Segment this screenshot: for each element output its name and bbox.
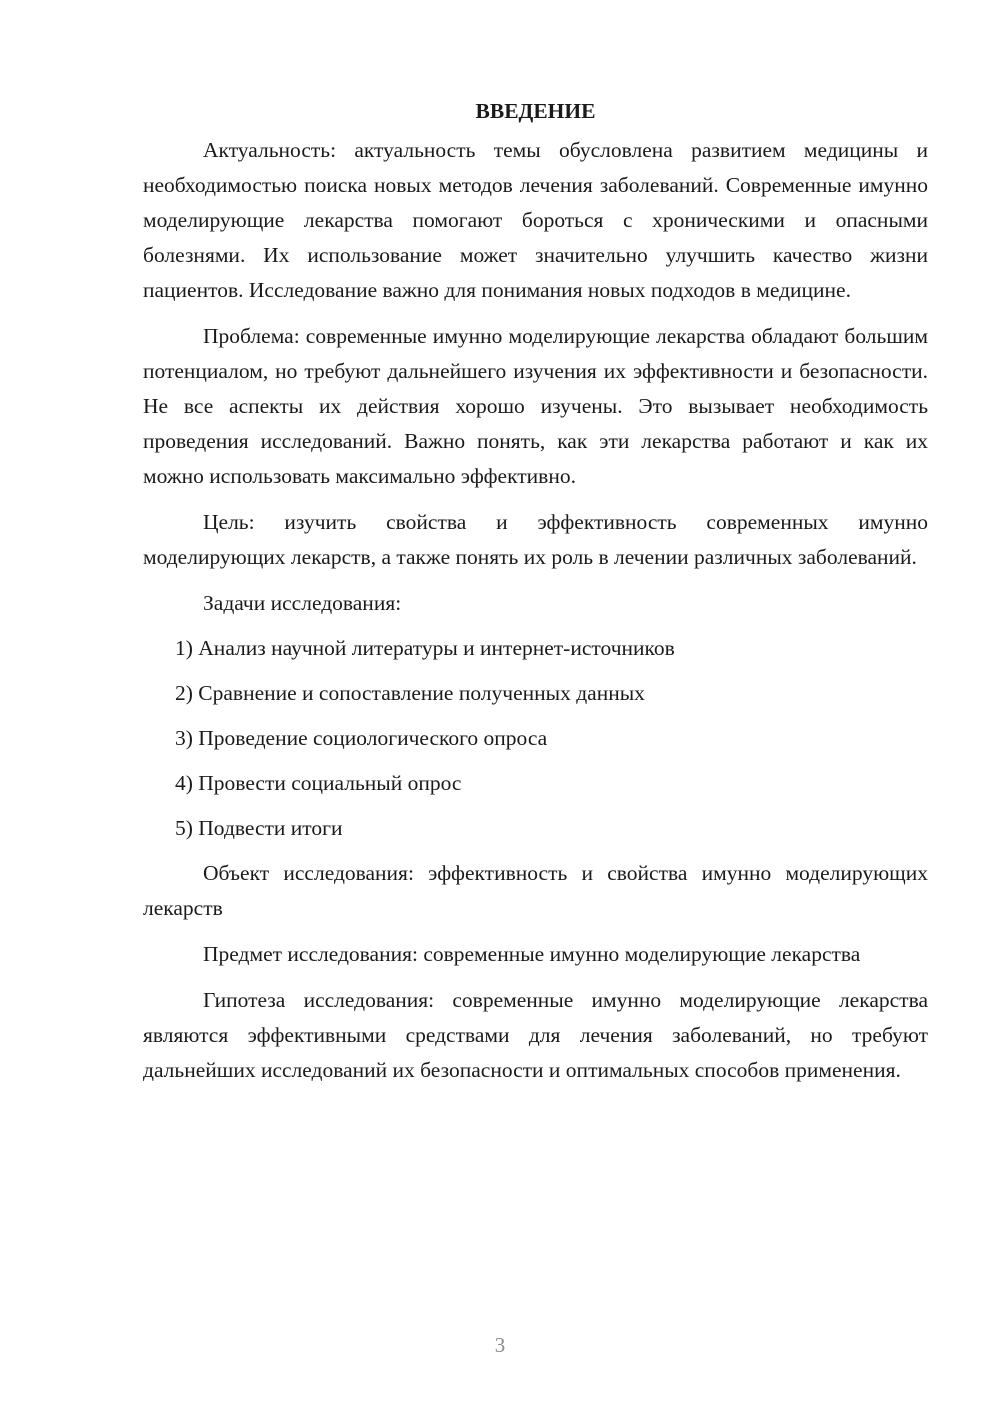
problem-paragraph: Проблема: современные имунно моделирующие лекарства обладают большим потенциалом, но требуют дальнейшего изучения их эффективности и безопасности. Не все аспекты их действия хорошо изучены. Это вызывает необходимость проведения исследований. Важно понять, как эти лекарства работают и как их можно использовать максимально эффективно. bbox=[143, 324, 928, 488]
page-number: 3 bbox=[494, 1333, 506, 1357]
task-item-2: 2) Сравнение и сопоставление полученных данных bbox=[175, 681, 645, 705]
page-content bbox=[143, 94, 928, 1099]
task-item-5: 5) Подвести итоги bbox=[175, 816, 343, 840]
goal-paragraph: Цель: изучить свойства и эффективность современных имунно моделирующих лекарств, а также понять их роль в лечении различных заболеваний. bbox=[143, 510, 928, 569]
object-paragraph: Объект исследования: эффективность и свойства имунно моделирующих лекарств bbox=[143, 861, 928, 920]
task-item-1: 1) Анализ научной литературы и интернет-источников bbox=[175, 636, 675, 660]
page-title: ВВЕДЕНИЕ bbox=[475, 99, 596, 123]
task-item-3: 3) Проведение социологического опроса bbox=[175, 726, 548, 750]
relevance-paragraph: Актуальность: актуальность темы обусловлена развитием медицины и необходимостью поиска новых методов лечения заболеваний. Современные имунно моделирующие лекарства помогают бороться с хроническими и опасными болезнями. Их использование может значительно улучшить качество жизни пациентов. Исследование важно для понимания новых подходов в медицине. bbox=[143, 138, 928, 302]
task-item-4: 4) Провести социальный опрос bbox=[175, 771, 462, 795]
hypothesis-paragraph: Гипотеза исследования: современные имунно моделирующие лекарства являются эффективными средствами для лечения заболеваний, но требуют дальнейших исследований их безопасности и оптимальных способов применения. bbox=[143, 988, 928, 1082]
subject-paragraph: Предмет исследования: современные имунно моделирующие лекарства bbox=[203, 942, 861, 966]
tasks-heading: Задачи исследования: bbox=[203, 591, 402, 615]
